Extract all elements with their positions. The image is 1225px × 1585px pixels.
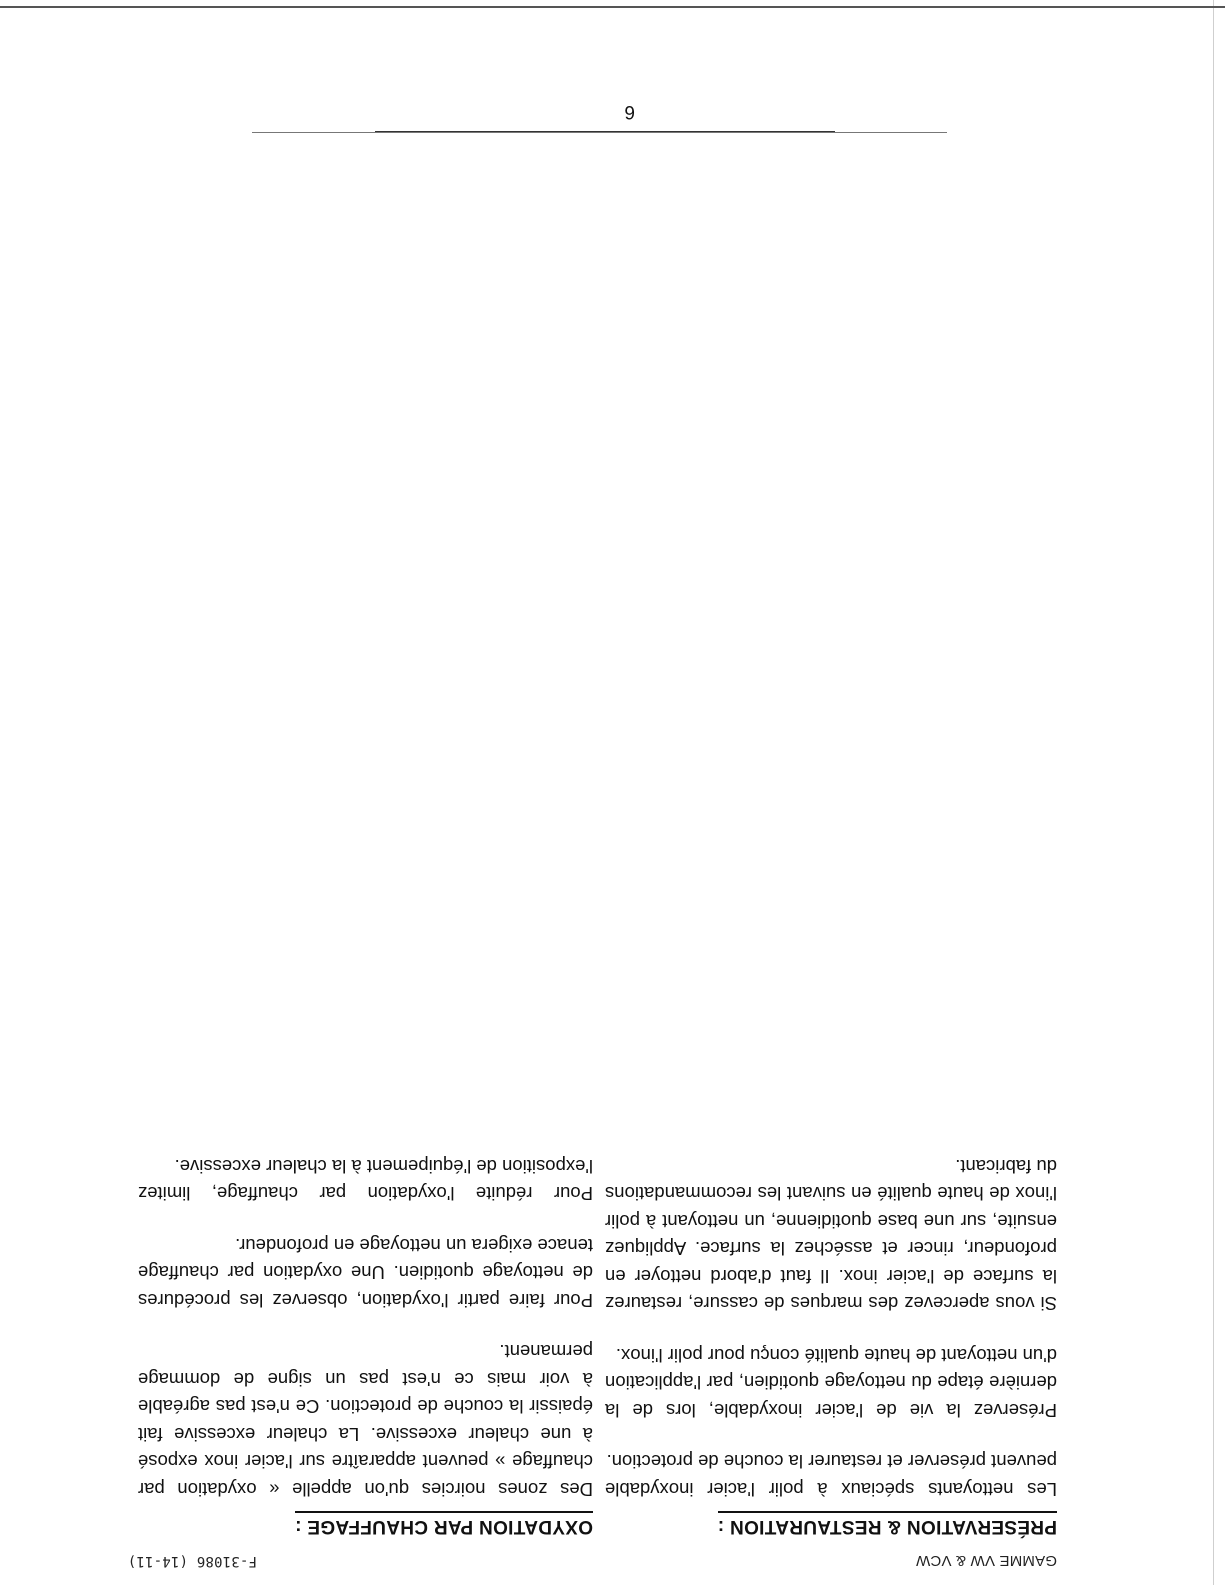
paragraph: Les nettoyants spéciaux à polir l'acier inoxydable peuvent préserver et restaurer la couche de protection.: [605, 1451, 1057, 1500]
section-title-oxydation: OXYDATION PAR CHAUFFAGE :: [295, 1511, 593, 1537]
paragraph: Des zones noircies qu'on appelle « oxydation par chauffage » peuvent apparaître sur l'acier inox exposé à une chaleur excessive. La chaleur excessive fait épaissir la couche de protection. Ce n'est pas agréable à voir mais ce n'est pas un signe de dommage permanent.: [138, 1341, 593, 1500]
paragraph: Pour faire partir l'oxydation, observez les procédures de nettoyage quotidien. Une oxydation par chauffage tenace exigera un nettoyage en profondeur.: [138, 1235, 593, 1311]
header-document-code: F-31086 (14-11): [127, 1553, 257, 1569]
paragraph: Pour réduite l'oxydation par chauffage, limitez l'exposition de l'équipement à la chaleur excessive.: [138, 1156, 593, 1205]
paragraph: Si vous apercevez des marques de cassure, restaurez la surface de l'acier inox. Il faut d'abord nettoyer en profondeur, rincer et asséchez la surface. Appliquez ensuite, sur une base quotidienne, un nettoyant à polir l'inox de haute qualité en suivant les recommandations du fabricant.: [605, 1156, 1057, 1315]
left-column: [605, 1129, 1057, 1538]
page-number: 6: [624, 101, 635, 122]
page-edge: [1213, 0, 1214, 1585]
footer-divider: [252, 132, 947, 133]
footer-divider-dark: [375, 131, 835, 132]
header-product-line: GAMME VW & VCW: [915, 1552, 1057, 1569]
paragraph: Préservez la vie de l'acier inoxydable, lors de la dernière étape du nettoyage quotidien, par l'application d'un nettoyant de haute qualité conçu pour polir l'inox.: [605, 1345, 1057, 1421]
section-title-preservation: PRÉSERVATION & RESTAURATION :: [718, 1511, 1057, 1537]
page-edge-line: [0, 6, 1225, 8]
right-column: [138, 1129, 593, 1538]
